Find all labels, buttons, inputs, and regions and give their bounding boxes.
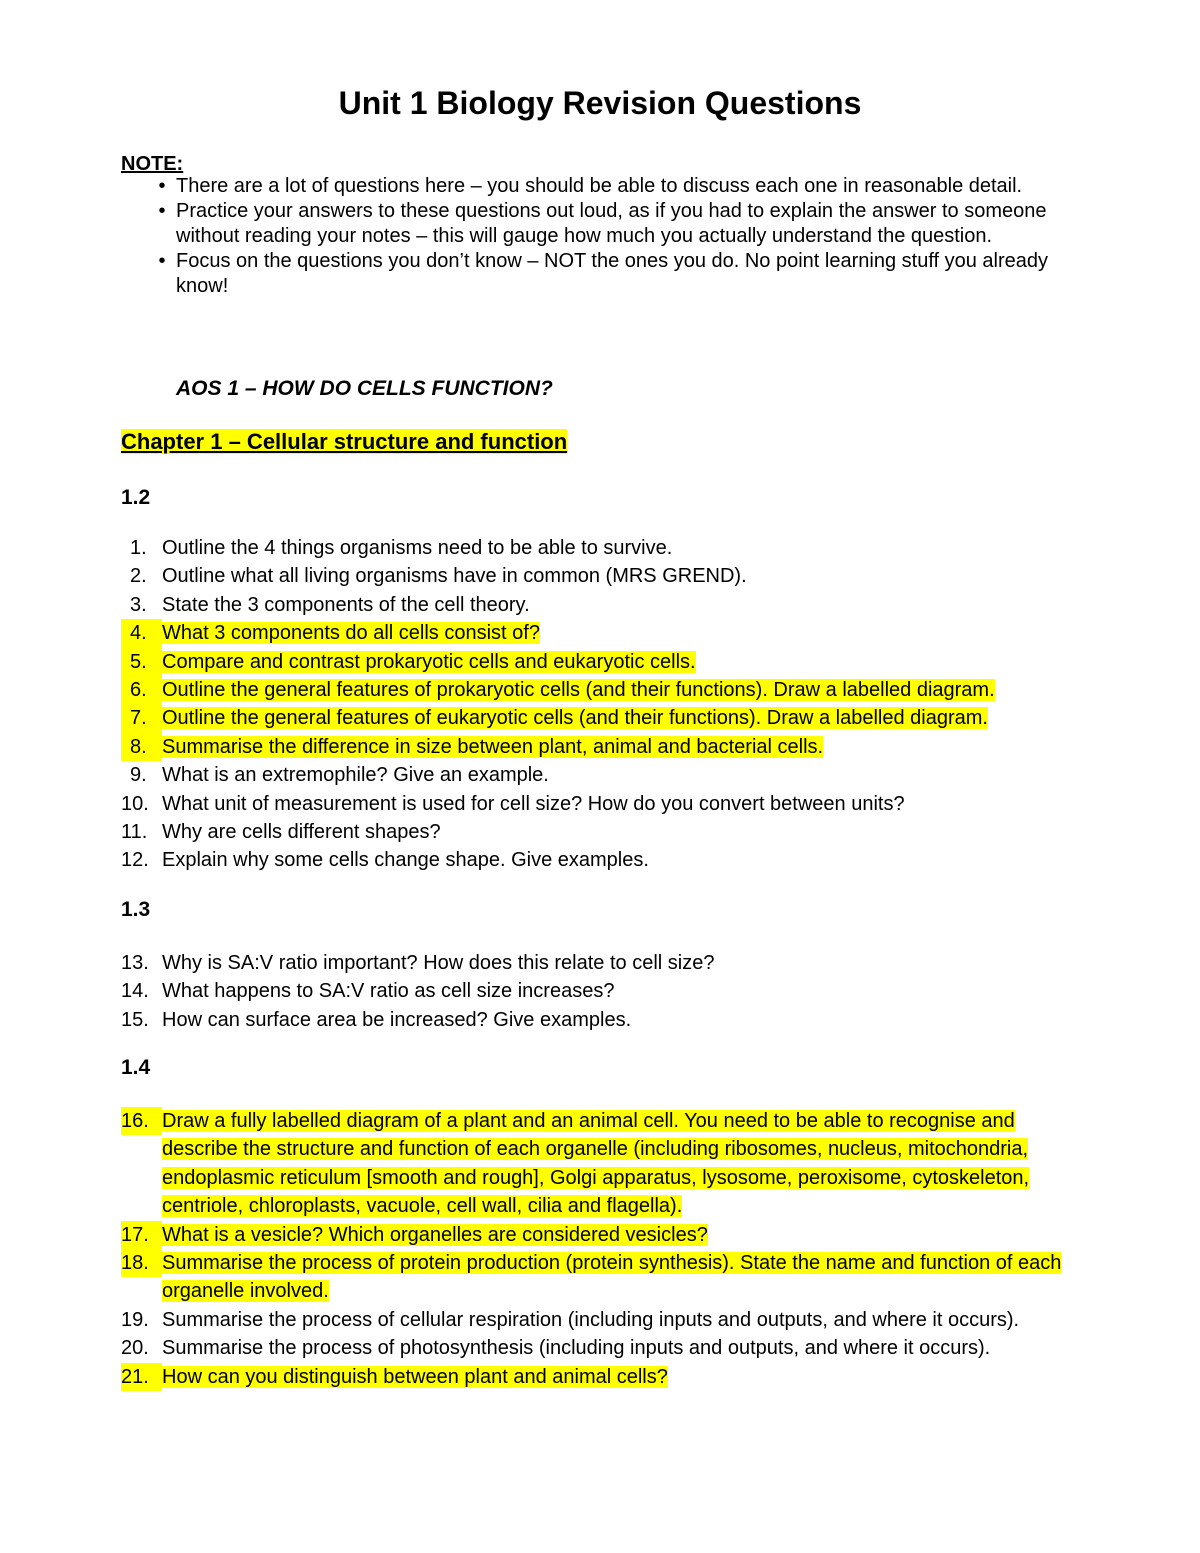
- question-text: Why is SA:V ratio important? How does this relate to cell size?: [162, 952, 715, 974]
- question-item: [121, 1363, 1071, 1391]
- question-number: 7.: [121, 704, 162, 732]
- question-text: What 3 components do all cells consist of?: [162, 622, 540, 645]
- question-item: [121, 1006, 1071, 1034]
- question-text: Outline what all living organisms have in common (MRS GREND).: [162, 565, 747, 588]
- chapter-heading: [121, 429, 567, 455]
- question-text: Summarise the process of photosynthesis (including inputs and outputs, and where it occurs).: [162, 1337, 991, 1360]
- question-number: 4.: [121, 619, 162, 647]
- question-text: What unit of measurement is used for cell size? How do you convert between units?: [162, 792, 905, 815]
- page-title: Unit 1 Biology Revision Questions: [338, 85, 862, 121]
- chapter-heading-text: Chapter 1 – Cellular structure and function: [121, 429, 568, 454]
- section-heading: 1.2: [121, 486, 151, 509]
- question-item: [121, 733, 1071, 761]
- question-text: Why are cells different shapes?: [162, 821, 441, 844]
- bullet-icon: •: [158, 200, 166, 222]
- note-bullet-list: [152, 174, 1072, 299]
- question-text: State the 3 components of the cell theory.: [162, 593, 530, 616]
- question-number: 20.: [121, 1337, 149, 1360]
- note-bullet: [152, 249, 1072, 299]
- question-item: [121, 790, 1071, 818]
- question-item: [121, 818, 1071, 846]
- question-text: How can you distinguish between plant and animal cells?: [162, 1365, 668, 1388]
- note-bullet-text: Focus on the questions you don’t know – NOT the ones you do. No point learning stuff you already know!: [176, 250, 1049, 297]
- question-number: 2.: [130, 565, 147, 588]
- question-number: 13.: [121, 952, 149, 974]
- question-item: [121, 1334, 1071, 1362]
- question-number: 6.: [121, 676, 162, 704]
- question-number: 5.: [121, 648, 162, 676]
- question-list: [121, 949, 1071, 1034]
- question-text: Explain why some cells change shape. Give examples.: [162, 849, 649, 872]
- question-text: Summarise the process of protein production (protein synthesis). State the name and function of each organelle involved.: [162, 1252, 1062, 1303]
- question-item: [121, 949, 1071, 977]
- question-number: 8.: [121, 733, 162, 761]
- question-item: [121, 1107, 1071, 1221]
- note-heading: NOTE:: [121, 153, 184, 175]
- question-text: Compare and contrast prokaryotic cells and eukaryotic cells.: [162, 650, 696, 673]
- question-text: Draw a fully labelled diagram of a plant and an animal cell. You need to be able to recognise and describe the structure and function of each organelle (including ribosomes, nucleus, mitochondria, endoplasmic reticulum [smooth and rough], Golgi apparatus, lysosome, peroxisome, cytoskeleton, centriole, chloroplasts, vacuole, cell wall, cilia and flagella).: [162, 1110, 1030, 1218]
- question-number: 10.: [121, 792, 149, 815]
- note-bullet: [152, 199, 1072, 249]
- question-list: [121, 1107, 1071, 1391]
- question-list: [121, 534, 1071, 875]
- question-text: Outline the general features of prokaryotic cells (and their functions). Draw a labelled diagram.: [162, 679, 995, 702]
- question-item: [121, 534, 1071, 562]
- question-text: What happens to SA:V ratio as cell size increases?: [162, 980, 615, 1003]
- question-item: [121, 761, 1071, 789]
- question-number: 15.: [121, 1008, 149, 1031]
- bullet-icon: •: [158, 250, 166, 272]
- section-heading: 1.4: [121, 1056, 151, 1079]
- question-item: [121, 704, 1071, 732]
- question-text: What is a vesicle? Which organelles are considered vesicles?: [162, 1223, 708, 1246]
- note-bullet: [152, 174, 1072, 199]
- question-item: [121, 591, 1071, 619]
- question-item: [121, 1306, 1071, 1334]
- question-number: 14.: [121, 980, 149, 1003]
- question-number: 16.: [121, 1107, 162, 1135]
- question-number: 9.: [130, 764, 147, 787]
- question-text: Summarise the difference in size between plant, animal and bacterial cells.: [162, 735, 824, 758]
- question-item: [121, 676, 1071, 704]
- question-text: Summarise the process of cellular respiration (including inputs and outputs, and where it occurs).: [162, 1308, 1020, 1331]
- question-number: 18.: [121, 1249, 162, 1277]
- note-bullet-text: Practice your answers to these questions out loud, as if you had to explain the answer to someone without reading your notes – this will gauge how much you actually understand the question.: [176, 200, 1047, 247]
- question-item: [121, 619, 1071, 647]
- question-item: [121, 648, 1071, 676]
- question-text: Outline the general features of eukaryotic cells (and their functions). Draw a labelled diagram.: [162, 707, 988, 730]
- question-number: 3.: [130, 593, 147, 616]
- question-number: 17.: [121, 1221, 162, 1249]
- note-bullet-text: There are a lot of questions here – you should be able to discuss each one in reasonable detail.: [176, 175, 1023, 197]
- question-text: How can surface area be increased? Give examples.: [162, 1008, 632, 1031]
- question-number: 1.: [130, 537, 147, 559]
- question-number: 11.: [121, 821, 148, 844]
- question-number: 21.: [121, 1363, 162, 1391]
- question-item: [121, 846, 1071, 874]
- question-text: What is an extremophile? Give an example.: [162, 764, 549, 787]
- question-item: [121, 1249, 1071, 1306]
- section-heading: 1.3: [121, 898, 151, 921]
- aos-heading: AOS 1 – HOW DO CELLS FUNCTION?: [176, 377, 553, 400]
- question-item: [121, 562, 1071, 590]
- question-item: [121, 1221, 1071, 1249]
- question-text: Outline the 4 things organisms need to be able to survive.: [162, 537, 673, 559]
- question-item: [121, 977, 1071, 1005]
- question-number: 19.: [121, 1308, 149, 1331]
- question-number: 12.: [121, 849, 149, 872]
- bullet-icon: •: [158, 175, 166, 197]
